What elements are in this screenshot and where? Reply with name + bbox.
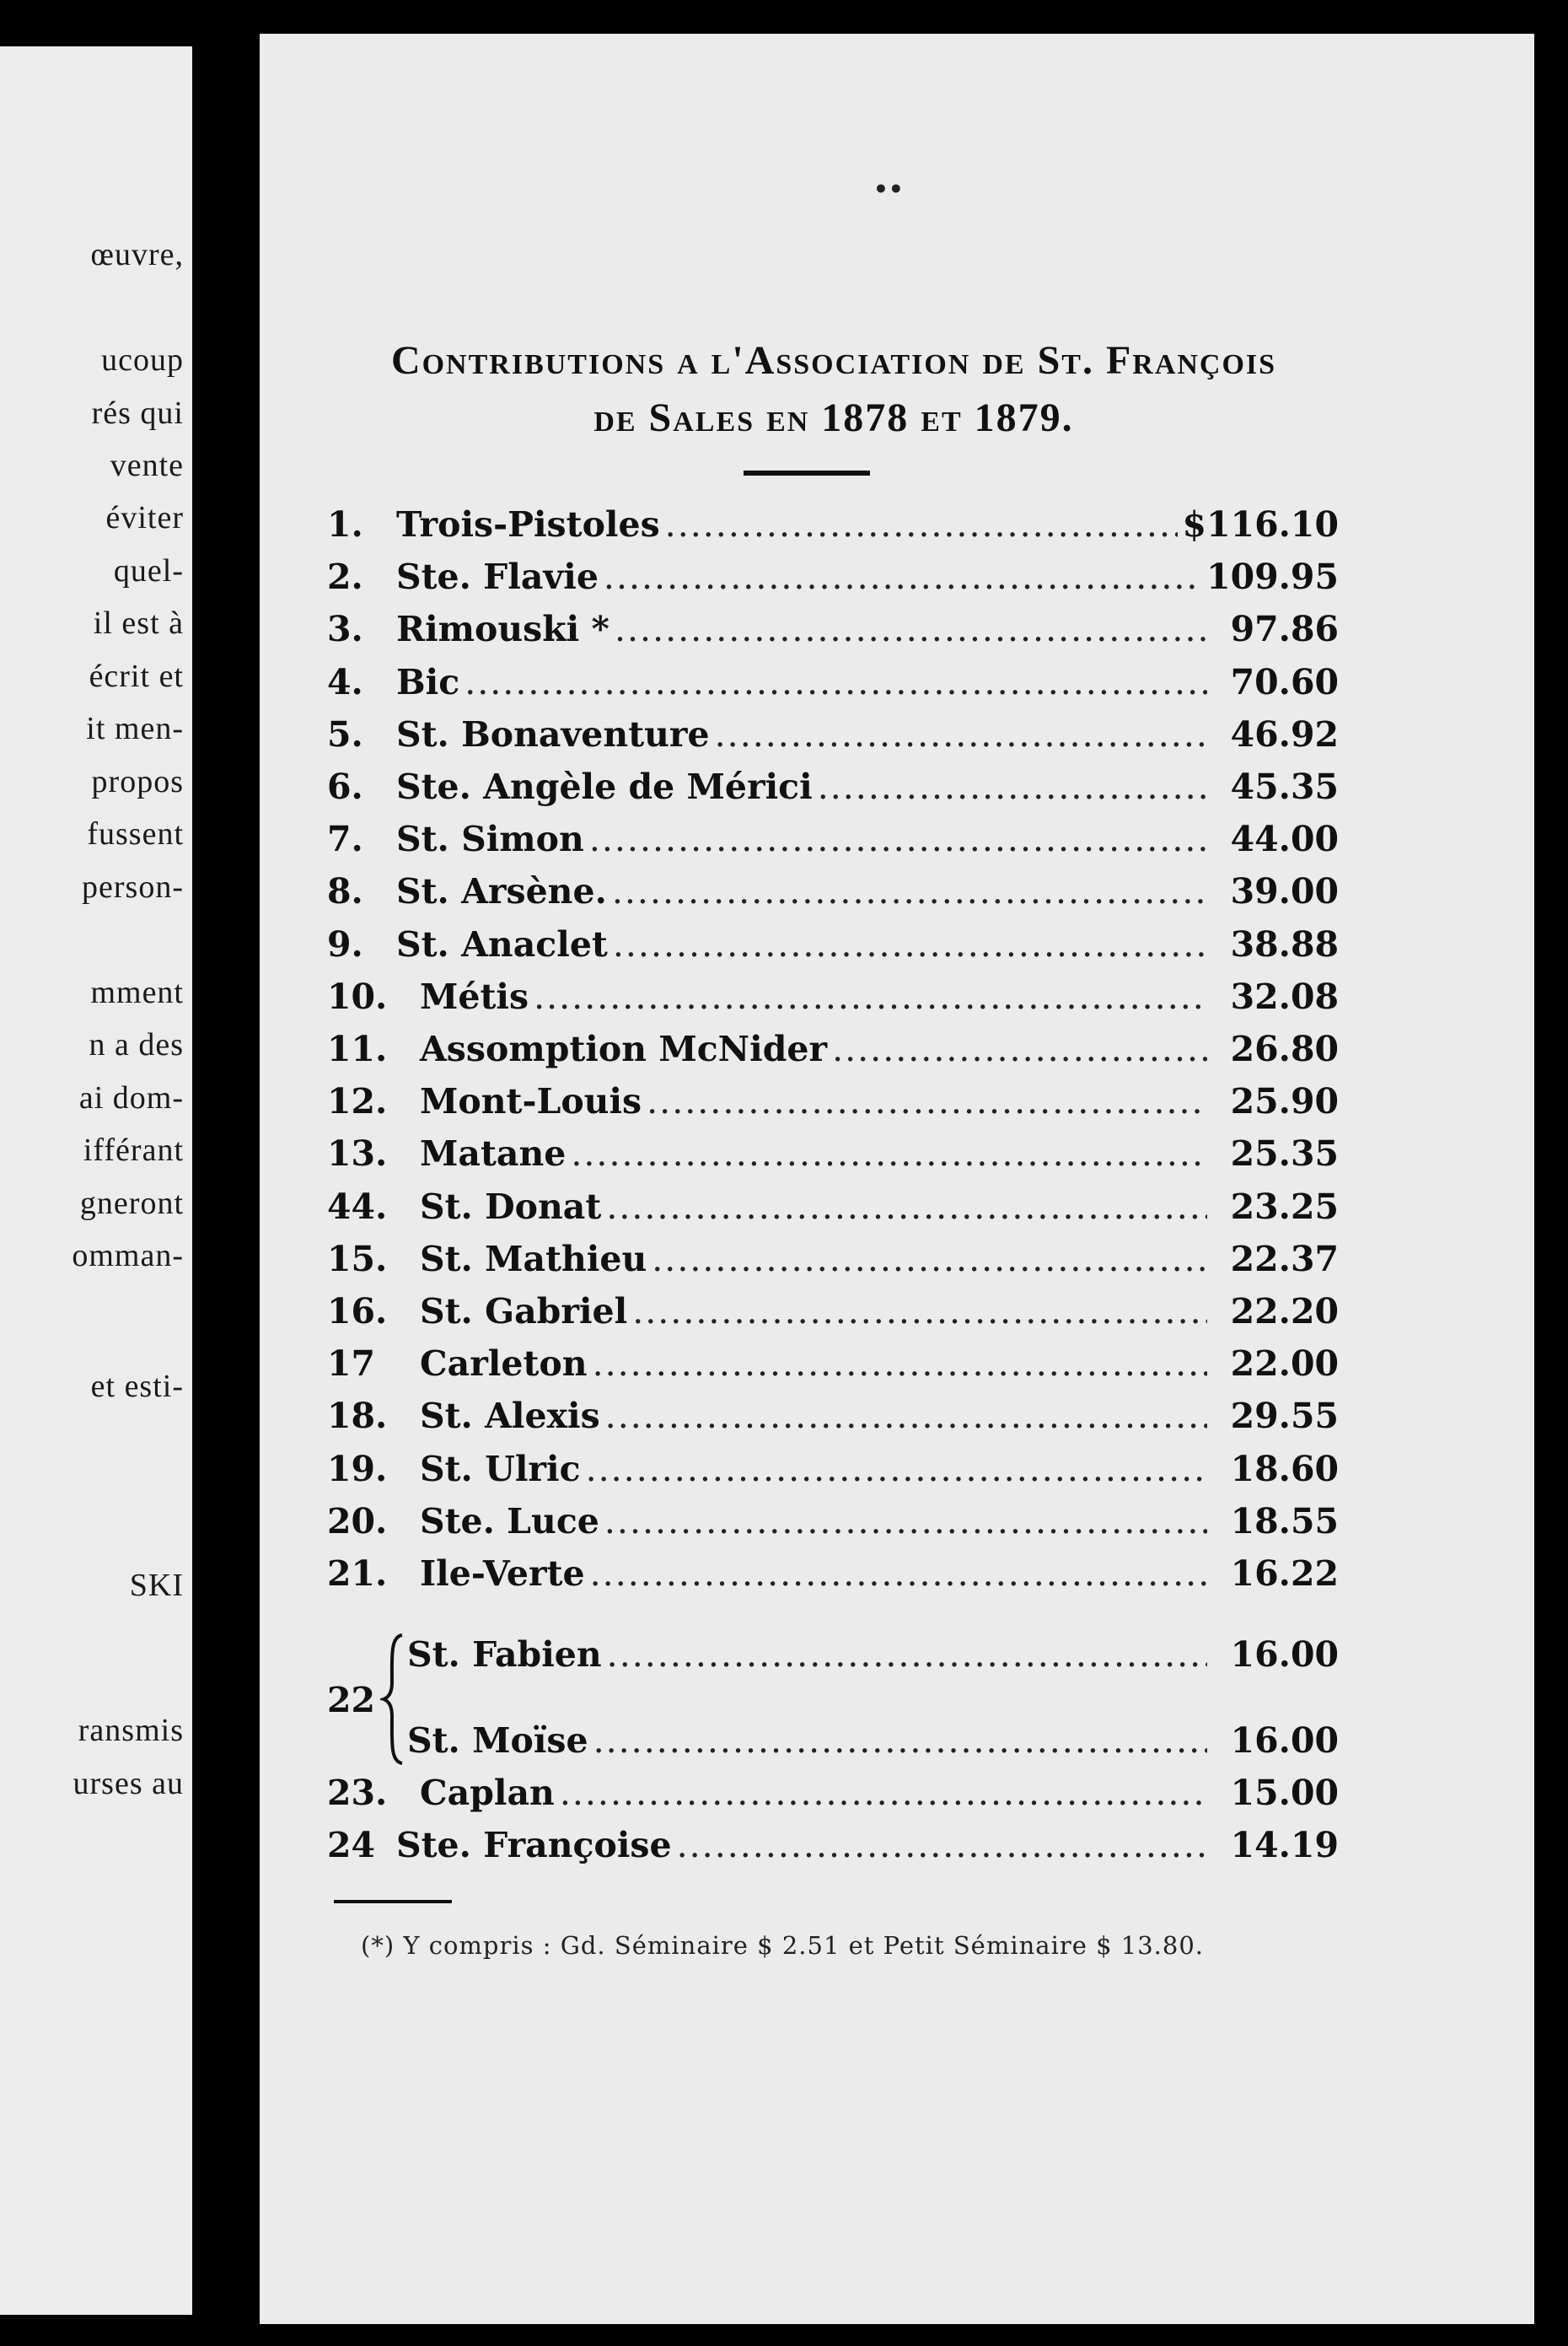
contribution-amount: 39.00 [1230, 871, 1339, 912]
left-page-fragment [0, 46, 192, 2315]
parish-name: St. Gabriel [420, 1291, 628, 1332]
left-page-line: écrit et [89, 659, 184, 694]
left-page-line: it men- [86, 711, 184, 746]
brace-icon [380, 1632, 405, 1767]
contribution-row [327, 662, 1339, 713]
parish-name: Ile-Verte [420, 1553, 585, 1594]
parish-name: Ste. Françoise [396, 1825, 672, 1866]
leader-dots [604, 557, 1201, 597]
leader-dots [593, 1720, 1207, 1761]
contribution-amount: 45.35 [1230, 767, 1339, 807]
leader-dots [665, 504, 1178, 545]
entry-number: 10. [327, 976, 388, 1017]
document-page [260, 34, 1534, 2324]
contribution-amount: 97.86 [1230, 609, 1339, 650]
parish-name: St. Simon [396, 819, 584, 860]
parish-name: Matane [420, 1133, 567, 1175]
left-page-line: person- [82, 869, 184, 905]
parish-name: Rimouski * [396, 609, 609, 650]
entry-number: 24 [327, 1825, 376, 1866]
contribution-amount: 109.95 [1206, 557, 1339, 598]
contribution-row [327, 1029, 1339, 1079]
entry-number: 6. [327, 767, 363, 807]
contribution-amount: 25.90 [1230, 1081, 1339, 1122]
entry-number: 23. [327, 1773, 388, 1813]
parish-name: St. Bonaventure [396, 713, 710, 755]
left-page-line: SKI [129, 1568, 184, 1603]
parish-name: Mont-Louis [420, 1081, 642, 1122]
entry-number: 17 [327, 1343, 376, 1385]
parish-name: St. Anaclet [396, 923, 608, 965]
title-line-1: Contributions a l'Association de St. François [390, 338, 1277, 383]
footnote: (*) Y compris : Gd. Séminaire $ 2.51 et Petit Séminaire $ 13.80. [361, 1931, 1205, 1960]
parish-name: Ste. Flavie [396, 557, 599, 598]
parish-name: Carleton [420, 1343, 588, 1385]
contribution-row [327, 1343, 1339, 1394]
contribution-row [327, 504, 1339, 555]
leader-dots [589, 819, 1207, 859]
parish-name: St. Moïse [407, 1720, 588, 1761]
left-page-line: ucoup [101, 342, 184, 378]
entry-number: 18. [327, 1396, 388, 1437]
leader-dots [560, 1773, 1207, 1813]
contribution-row [327, 1239, 1339, 1289]
contribution-row [327, 819, 1339, 869]
title-rule [744, 471, 870, 476]
left-page-line: gneront [79, 1186, 184, 1221]
contribution-amount: 16.22 [1230, 1553, 1339, 1594]
entry-number: 8. [327, 871, 363, 912]
contribution-amount: 18.55 [1230, 1500, 1339, 1542]
contribution-amount: 18.60 [1230, 1448, 1339, 1489]
parish-name: St. Ulric [420, 1448, 581, 1489]
leader-dots [607, 1634, 1207, 1675]
leader-dots [606, 1186, 1207, 1227]
entry-number: 11. [327, 1029, 388, 1069]
parish-name: St. Fabien [407, 1634, 602, 1675]
contribution-amount: 46.92 [1230, 713, 1339, 755]
page-mark: •• [873, 175, 904, 203]
leader-dots [612, 871, 1207, 912]
contribution-amount: $116.10 [1182, 504, 1339, 545]
left-page-line: n a des [89, 1027, 184, 1063]
contribution-row [327, 1773, 1339, 1823]
leader-dots [464, 662, 1207, 702]
leader-dots [832, 1029, 1207, 1069]
entry-number: 2. [327, 557, 363, 598]
contribution-amount: 22.20 [1230, 1291, 1339, 1332]
parish-name: Ste. Angèle de Mérici [396, 767, 813, 807]
contribution-amount: 44.00 [1230, 819, 1339, 860]
parish-name: St. Arsène. [396, 871, 607, 912]
contribution-row [327, 1133, 1339, 1184]
leader-dots [615, 609, 1207, 649]
contribution-amount: 29.55 [1230, 1396, 1339, 1437]
leader-dots [586, 1449, 1207, 1489]
left-page-line: œuvre, [90, 237, 184, 272]
parish-name: Métis [420, 976, 529, 1017]
contribution-row [327, 1449, 1339, 1499]
contribution-amount: 16.00 [1230, 1720, 1339, 1761]
left-page-line: fussent [87, 816, 184, 852]
contribution-amount: 38.88 [1230, 923, 1339, 965]
contribution-row [327, 1501, 1339, 1552]
leader-dots [605, 1396, 1207, 1436]
leader-dots [593, 1343, 1207, 1384]
parish-name: Caplan [420, 1773, 555, 1813]
contribution-row [327, 871, 1339, 922]
title-line-2: de Sales en 1878 et 1879. [593, 395, 1074, 440]
parish-name: St. Mathieu [420, 1238, 647, 1279]
parish-name: Ste. Luce [420, 1500, 599, 1542]
entry-number: 4. [327, 661, 363, 702]
contribution-row [327, 714, 1339, 765]
parish-name: Bic [396, 661, 460, 702]
contribution-amount: 25.35 [1230, 1133, 1339, 1175]
leader-dots [647, 1081, 1207, 1122]
contribution-amount: 15.00 [1230, 1773, 1339, 1813]
footnote-rule [334, 1900, 452, 1903]
leader-dots [534, 977, 1207, 1017]
contribution-row [407, 1720, 1339, 1771]
contribution-amount: 32.08 [1230, 976, 1339, 1017]
contribution-row [327, 1291, 1339, 1342]
leader-dots [590, 1553, 1207, 1594]
leader-dots [613, 924, 1207, 965]
leader-dots [604, 1501, 1207, 1542]
parish-name: Assomption McNider [420, 1029, 828, 1069]
left-page-line: ifférant [83, 1133, 184, 1168]
parish-name: St. Alexis [420, 1396, 600, 1437]
contribution-row [327, 1553, 1339, 1604]
entry-number: 21. [327, 1553, 388, 1594]
contribution-row [327, 609, 1339, 659]
contribution-row [327, 1396, 1339, 1446]
entry-number: 1. [327, 504, 363, 545]
contribution-row [327, 767, 1339, 817]
contribution-amount: 16.00 [1230, 1634, 1339, 1675]
entry-number: 15. [327, 1238, 388, 1279]
contribution-amount: 14.19 [1230, 1825, 1339, 1866]
leader-dots [715, 714, 1207, 755]
contribution-row [327, 1081, 1339, 1132]
entry-number: 9. [327, 923, 363, 965]
contribution-row [407, 1634, 1339, 1685]
entry-number: 19. [327, 1448, 388, 1489]
contribution-amount: 26.80 [1230, 1029, 1339, 1069]
entry-number: 7. [327, 819, 363, 860]
left-page-line: rés qui [91, 395, 184, 431]
left-page-line: urses au [72, 1766, 184, 1801]
contribution-row [327, 1825, 1339, 1875]
left-page-line: ai dom- [78, 1080, 184, 1116]
entry-number: 16. [327, 1291, 388, 1332]
contribution-amount: 22.00 [1230, 1343, 1339, 1385]
contribution-amount: 70.60 [1230, 661, 1339, 702]
left-page-line: omman- [72, 1238, 184, 1273]
contribution-amount: 23.25 [1230, 1186, 1339, 1227]
contribution-row [327, 924, 1339, 975]
leader-dots [677, 1825, 1207, 1865]
contribution-row [327, 557, 1339, 607]
left-page-line: et esti- [90, 1369, 184, 1404]
parish-name: St. Donat [420, 1186, 602, 1227]
entry-number: 13. [327, 1133, 388, 1175]
leader-dots [571, 1133, 1207, 1174]
left-page-line: vente [110, 448, 184, 483]
contribution-amount: 22.37 [1230, 1238, 1339, 1279]
entry-number: 12. [327, 1081, 388, 1122]
contribution-row [327, 1186, 1339, 1237]
leader-dots [652, 1239, 1207, 1279]
left-page-line: propos [91, 764, 184, 799]
left-page-line: ransmis [78, 1713, 184, 1748]
entry-number: 20. [327, 1500, 388, 1542]
entry-number: 44. [327, 1186, 388, 1227]
left-page-line: quel- [113, 553, 184, 589]
contribution-row [327, 977, 1339, 1027]
left-page-line: éviter [105, 500, 184, 535]
leader-dots [818, 767, 1207, 807]
group-number: 22 [327, 1680, 376, 1720]
left-page-line: mment [90, 975, 184, 1010]
left-page-line: il est à [93, 605, 184, 641]
parish-name: Trois-Pistoles [396, 504, 660, 545]
entry-number: 5. [327, 713, 363, 755]
entry-number: 3. [327, 609, 363, 650]
leader-dots [632, 1291, 1207, 1332]
